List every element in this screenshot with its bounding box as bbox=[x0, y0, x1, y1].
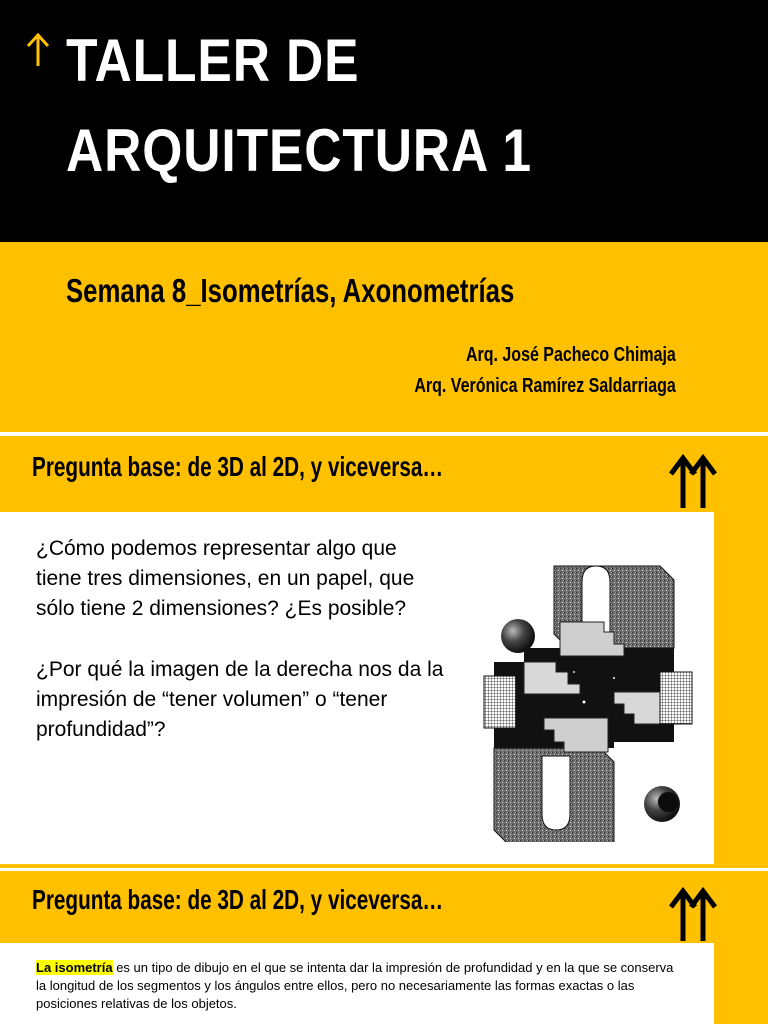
question-text bbox=[36, 534, 446, 776]
definition-text bbox=[36, 959, 676, 1013]
page-title bbox=[66, 27, 532, 184]
title-line-1: TALLER DE bbox=[66, 27, 360, 94]
author-list bbox=[349, 340, 676, 402]
slide-heading: Pregunta base: de 3D al 2D, y viceversa… bbox=[32, 451, 444, 482]
definition-slide bbox=[0, 871, 768, 1024]
double-arrow-up-icon bbox=[668, 885, 718, 941]
definition-body: es un tipo de dibujo en el que se intenta dar la impresión de profundidad y en la que se conserva la longitud de los segmentos y los ángulos entre ellos, pero no necesariamente las formas exactas o las posiciones relativas de los objetos. bbox=[36, 960, 674, 1011]
title-line-2: ARQUITECTURA 1 bbox=[66, 117, 532, 184]
author-1: Arq. José Pacheco Chimaja bbox=[466, 344, 676, 366]
author-2: Arq. Verónica Ramírez Saldarriaga bbox=[414, 375, 676, 397]
title-band bbox=[0, 0, 768, 242]
double-arrow-up-icon bbox=[668, 452, 718, 508]
isometric-illustration bbox=[464, 552, 700, 842]
question-2: ¿Por qué la imagen de la derecha nos da la impresión de “tener volumen” o “tener profundidad”? bbox=[36, 658, 444, 741]
slide-heading: Pregunta base: de 3D al 2D, y viceversa… bbox=[32, 884, 444, 915]
content-panel bbox=[0, 512, 714, 864]
arrow-up-icon bbox=[22, 30, 54, 72]
subtitle: Semana 8_Isometrías, Axonometrías bbox=[66, 272, 515, 309]
title-slide bbox=[0, 0, 768, 432]
content-panel bbox=[0, 943, 714, 1024]
question-slide bbox=[0, 436, 768, 868]
question-1: ¿Cómo podemos representar algo que tiene tres dimensiones, en un papel, que sólo tiene 2 dimensiones? ¿Es posible? bbox=[36, 537, 415, 620]
highlighted-term: La isometría bbox=[36, 960, 113, 975]
